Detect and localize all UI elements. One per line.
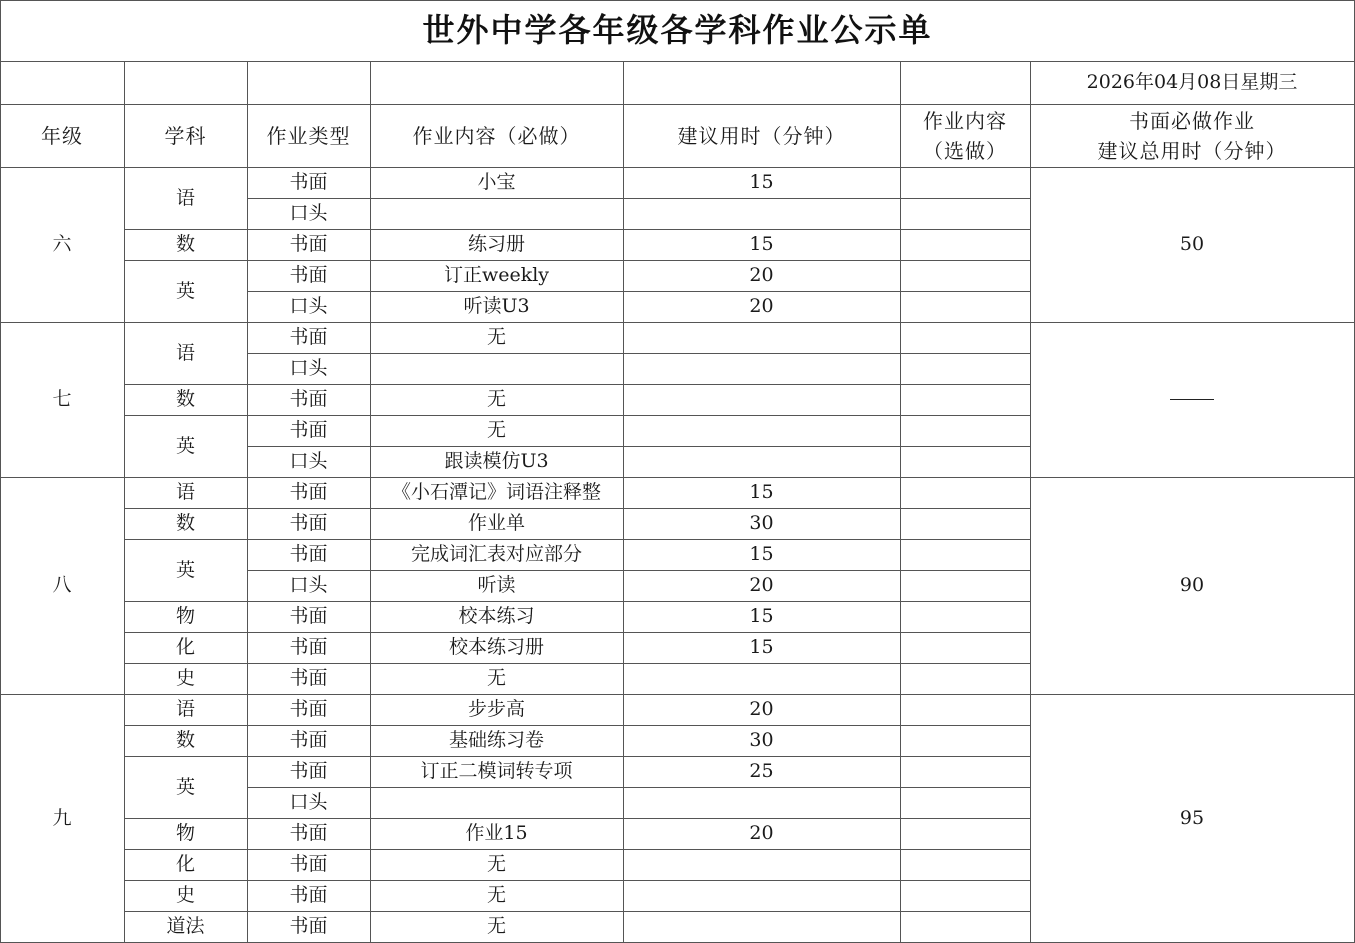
homework-type: 书面: [289, 915, 328, 938]
optional-content: [900, 167, 1030, 198]
row-divider: [124, 260, 248, 261]
grade-9-subject: 数: [175, 729, 195, 752]
optional-content: [900, 353, 1030, 384]
homework-type: 书面: [289, 419, 328, 442]
grade-9-subject: 物: [175, 822, 195, 845]
optional-content: [900, 632, 1030, 663]
column-divider: [370, 61, 371, 942]
grade-7-label: 七: [52, 388, 72, 411]
homework-type: 口头: [289, 202, 328, 225]
suggested-time: 25: [749, 760, 774, 783]
optional-content: [900, 663, 1030, 694]
row-divider: [247, 384, 1031, 385]
row-divider: [0, 0, 1355, 1]
row-divider: [247, 415, 1031, 416]
homework-content: 完成词汇表对应部分: [410, 543, 582, 566]
homework-content: 跟读模仿U3: [444, 450, 549, 473]
row-divider: [247, 787, 1031, 788]
row-divider: [124, 632, 248, 633]
grade-6-subject: 数: [175, 233, 195, 256]
suggested-time: 15: [749, 481, 774, 504]
homework-content: 校本练习册: [448, 636, 544, 659]
column-divider: [247, 61, 248, 942]
homework-content: 订正weekly: [443, 264, 550, 287]
homework-content: 基础练习卷: [448, 729, 544, 752]
grade-7-subject: 英: [175, 434, 195, 457]
grade-8-subject: 物: [175, 605, 195, 628]
header-total-time: [1030, 104, 1354, 167]
header-optional: [900, 104, 1030, 167]
suggested-time: [623, 880, 900, 911]
row-divider: [124, 880, 248, 881]
suggested-time: [623, 911, 900, 942]
suggested-time: [623, 446, 900, 477]
column-divider: [124, 61, 125, 942]
grade-8-label: 八: [52, 574, 72, 597]
suggested-time: [623, 353, 900, 384]
row-divider: [247, 198, 1031, 199]
grade-9-subject: 道法: [166, 915, 205, 938]
grade-6-total-time: 50: [1179, 233, 1205, 256]
row-divider: [124, 384, 248, 385]
row-divider: [247, 818, 1031, 819]
suggested-time: 20: [749, 698, 774, 721]
row-divider: [247, 601, 1031, 602]
row-divider: [0, 61, 1355, 62]
optional-content: [900, 911, 1030, 942]
row-divider: [124, 229, 248, 230]
row-divider: [0, 477, 1355, 478]
grade-8-subject: 史: [175, 667, 195, 690]
homework-type: 书面: [289, 822, 328, 845]
homework-type: 口头: [289, 295, 328, 318]
homework-type: 书面: [289, 760, 328, 783]
homework-content: 步步高: [467, 698, 525, 721]
homework-content: 听读: [477, 574, 516, 597]
homework-content: 校本练习: [458, 605, 535, 628]
suggested-time: 15: [749, 543, 774, 566]
row-divider: [247, 911, 1031, 912]
row-divider: [247, 446, 1031, 447]
row-divider: [247, 508, 1031, 509]
header-total-line1: 书面必做作业: [1129, 108, 1255, 133]
homework-content: [370, 353, 623, 384]
grade-6-label: 六: [52, 233, 72, 256]
homework-type: 书面: [289, 884, 328, 907]
optional-content: [900, 725, 1030, 756]
optional-content: [900, 756, 1030, 787]
homework-content: 无: [486, 853, 506, 876]
header-time: 建议用时（分钟）: [677, 123, 846, 148]
suggested-time: 15: [749, 636, 774, 659]
row-divider: [247, 880, 1031, 881]
suggested-time: [623, 198, 900, 229]
homework-type: 书面: [289, 264, 328, 287]
homework-type: 书面: [289, 233, 328, 256]
header-grade: 年级: [41, 123, 83, 148]
homework-type: 书面: [289, 605, 328, 628]
optional-content: [900, 229, 1030, 260]
suggested-time: 20: [749, 264, 774, 287]
optional-content: [900, 787, 1030, 818]
row-divider: [247, 756, 1031, 757]
row-divider: [247, 570, 1031, 571]
suggested-time: [623, 663, 900, 694]
homework-type: 口头: [289, 791, 328, 814]
homework-content: [370, 198, 623, 229]
optional-content: [900, 539, 1030, 570]
row-divider: [0, 322, 1355, 323]
grade-9-total-time: 95: [1179, 806, 1205, 829]
row-divider: [0, 694, 1355, 695]
homework-content: 无: [486, 388, 506, 411]
row-divider: [124, 849, 248, 850]
optional-content: [900, 260, 1030, 291]
homework-content: 练习册: [467, 233, 525, 256]
homework-type: 书面: [289, 667, 328, 690]
grade-7-subject: 语: [175, 341, 195, 364]
row-divider: [124, 415, 248, 416]
column-divider: [900, 61, 901, 942]
row-divider: [247, 849, 1031, 850]
row-divider: [247, 353, 1031, 354]
homework-type: 口头: [289, 357, 328, 380]
header-type: 作业类型: [266, 123, 351, 148]
grade-8-total-time: 90: [1179, 574, 1205, 597]
sheet-title: 世外中学各年级各学科作业公示单: [422, 10, 933, 49]
grade-9-subject: 语: [175, 698, 195, 721]
optional-content: [900, 415, 1030, 446]
homework-type: 口头: [289, 450, 328, 473]
suggested-time: 30: [749, 512, 774, 535]
suggested-time: 20: [749, 822, 774, 845]
optional-content: [900, 384, 1030, 415]
row-divider: [124, 601, 248, 602]
grade-8-subject: 英: [175, 558, 195, 581]
homework-content: 订正二模词转专项: [420, 760, 573, 783]
suggested-time: 20: [749, 574, 774, 597]
homework-type: 书面: [289, 853, 328, 876]
header-content: 作业内容（必做）: [412, 123, 581, 148]
homework-content: 无: [486, 326, 506, 349]
optional-content: [900, 570, 1030, 601]
column-divider: [0, 0, 1, 942]
optional-content: [900, 446, 1030, 477]
column-divider: [1030, 61, 1031, 942]
header-total-line2: 建议总用时（分钟）: [1097, 138, 1287, 163]
homework-content: 作业单: [467, 512, 525, 535]
suggested-time: [623, 787, 900, 818]
grade-9-subject: 英: [175, 775, 195, 798]
row-divider: [124, 663, 248, 664]
homework-type: 书面: [289, 698, 328, 721]
row-divider: [124, 911, 248, 912]
suggested-time: [623, 322, 900, 353]
header-optional-line2: （选做）: [923, 138, 1007, 163]
homework-type: 书面: [289, 636, 328, 659]
homework-content: 听读U3: [463, 295, 530, 318]
homework-type: 书面: [289, 543, 328, 566]
homework-content: 作业15: [465, 822, 528, 845]
row-divider: [247, 260, 1031, 261]
homework-type: 书面: [289, 512, 328, 535]
optional-content: [900, 818, 1030, 849]
row-divider: [247, 663, 1031, 664]
grade-9-subject: 化: [175, 853, 195, 876]
row-divider: [124, 725, 248, 726]
optional-content: [900, 477, 1030, 508]
suggested-time: 15: [749, 171, 774, 194]
row-divider: [124, 756, 248, 757]
suggested-time: 15: [749, 233, 774, 256]
suggested-time: [623, 384, 900, 415]
optional-content: [900, 291, 1030, 322]
homework-content: [370, 787, 623, 818]
row-divider: [0, 104, 1355, 105]
homework-content: 小宝: [477, 171, 516, 194]
optional-content: [900, 880, 1030, 911]
column-divider: [623, 61, 624, 942]
row-divider: [247, 725, 1031, 726]
homework-content: 无: [486, 667, 506, 690]
suggested-time: 30: [749, 729, 774, 752]
row-divider: [247, 229, 1031, 230]
grade-9-subject: 史: [175, 884, 195, 907]
row-divider: [124, 539, 248, 540]
grade-6-subject: 语: [175, 186, 195, 209]
total-time-dash: [1170, 399, 1214, 400]
row-divider: [124, 508, 248, 509]
date-label: 2026年04月08日星期三: [1086, 71, 1298, 94]
homework-type: 书面: [289, 388, 328, 411]
optional-content: [900, 322, 1030, 353]
grade-8-subject: 语: [175, 481, 195, 504]
optional-content: [900, 694, 1030, 725]
homework-content: 无: [486, 915, 506, 938]
suggested-time: 15: [749, 605, 774, 628]
row-divider: [247, 291, 1031, 292]
header-optional-line1: 作业内容: [923, 108, 1007, 133]
optional-content: [900, 849, 1030, 880]
homework-type: 书面: [289, 326, 328, 349]
grade-9-label: 九: [52, 806, 72, 829]
homework-content: 无: [486, 884, 506, 907]
homework-type: 书面: [289, 481, 328, 504]
row-divider: [0, 167, 1355, 168]
header-subject: 学科: [164, 123, 207, 148]
row-divider: [124, 818, 248, 819]
homework-type: 书面: [289, 729, 328, 752]
suggested-time: [623, 849, 900, 880]
grade-7-subject: 数: [175, 388, 195, 411]
grade-6-subject: 英: [175, 279, 195, 302]
optional-content: [900, 198, 1030, 229]
grade-7-total-time: [1030, 322, 1354, 477]
grade-8-subject: 化: [175, 636, 195, 659]
homework-type: 口头: [289, 574, 328, 597]
row-divider: [247, 632, 1031, 633]
row-divider: [247, 539, 1031, 540]
suggested-time: 20: [749, 295, 774, 318]
grade-8-subject: 数: [175, 512, 195, 535]
optional-content: [900, 508, 1030, 539]
homework-content: 《小石潭记》词语注释整: [391, 481, 601, 504]
suggested-time: [623, 415, 900, 446]
homework-type: 书面: [289, 171, 328, 194]
homework-content: 无: [486, 419, 506, 442]
optional-content: [900, 601, 1030, 632]
